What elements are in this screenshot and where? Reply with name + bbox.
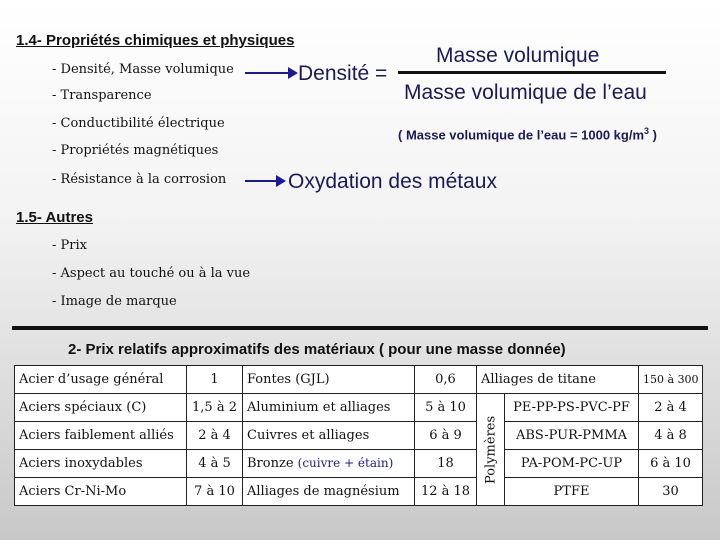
material-cell: Aluminium et alliages	[243, 394, 415, 422]
price-cell: 6 à 10	[639, 450, 703, 478]
table-row	[15, 366, 703, 394]
material-cell: Aciers inoxydables	[15, 450, 187, 478]
price-cell: 2 à 4	[639, 394, 703, 422]
fraction-denominator: Masse volumique de l’eau	[404, 81, 647, 104]
section-title-1-4: 1.4- Propriétés chimiques et physiques	[16, 32, 295, 49]
price-cell: 2 à 4	[187, 422, 243, 450]
material-cell: PTFE	[505, 478, 639, 506]
material-cell: PA-POM-PC-UP	[505, 450, 639, 478]
table-row	[15, 450, 703, 478]
densite-label: Densité =	[298, 62, 388, 85]
property-item: - Résistance à la corrosion	[52, 172, 227, 187]
material-cell: Acier d’usage général	[15, 366, 187, 394]
material-cell	[243, 450, 415, 478]
price-cell: 1,5 à 2	[187, 394, 243, 422]
property-item: - Conductibilité électrique	[52, 116, 225, 131]
material-name: Bronze	[247, 456, 294, 471]
price-cell: 1	[187, 366, 243, 394]
property-item: - Densité, Masse volumique	[52, 62, 234, 77]
section-divider	[12, 326, 708, 330]
material-cell: Aciers Cr-Ni-Mo	[15, 478, 187, 506]
other-item: - Aspect au touché ou à la vue	[52, 266, 251, 281]
table-row	[15, 394, 703, 422]
price-cell: 6 à 9	[415, 422, 477, 450]
polymeres-label: Polymères	[477, 394, 505, 506]
arrow-right-icon	[245, 180, 278, 182]
material-cell: Cuivres et alliages	[243, 422, 415, 450]
price-cell: 0,6	[415, 366, 477, 394]
price-cell: 150 à 300	[639, 366, 703, 394]
material-cell: PE-PP-PS-PVC-PF	[505, 394, 639, 422]
material-detail: (cuivre + étain)	[297, 456, 394, 470]
corrosion-result: Oxydation des métaux	[288, 170, 497, 193]
arrow-right-icon	[245, 72, 290, 74]
property-item: - Propriétés magnétiques	[52, 143, 219, 158]
price-cell: 7 à 10	[187, 478, 243, 506]
price-cell: 4 à 8	[639, 422, 703, 450]
price-cell: 18	[415, 450, 477, 478]
material-cell: Alliages de titane	[477, 366, 639, 394]
material-cell: Alliages de magnésium	[243, 478, 415, 506]
material-cell: ABS-PUR-PMMA	[505, 422, 639, 450]
property-item: - Transparence	[52, 88, 152, 103]
material-cell: Aciers spéciaux (C)	[15, 394, 187, 422]
section-title-2: 2- Prix relatifs approximatifs des matériaux ( pour une masse donnée)	[68, 341, 566, 358]
fraction-numerator: Masse volumique	[436, 44, 600, 67]
price-table	[14, 365, 703, 506]
other-item: - Prix	[52, 238, 87, 253]
material-cell: Aciers faiblement alliés	[15, 422, 187, 450]
table-row	[15, 478, 703, 506]
fraction-bar	[398, 71, 666, 74]
price-cell: 5 à 10	[415, 394, 477, 422]
other-item: - Image de marque	[52, 294, 177, 309]
table-row	[15, 422, 703, 450]
price-cell: 30	[639, 478, 703, 506]
price-cell: 4 à 5	[187, 450, 243, 478]
water-density-note: ( Masse volumique de l’eau = 1000 $kg/m^3$ )	[398, 126, 657, 143]
section-title-1-5: 1.5- Autres	[16, 209, 93, 226]
price-cell: 12 à 18	[415, 478, 477, 506]
material-cell: Fontes (GJL)	[243, 366, 415, 394]
